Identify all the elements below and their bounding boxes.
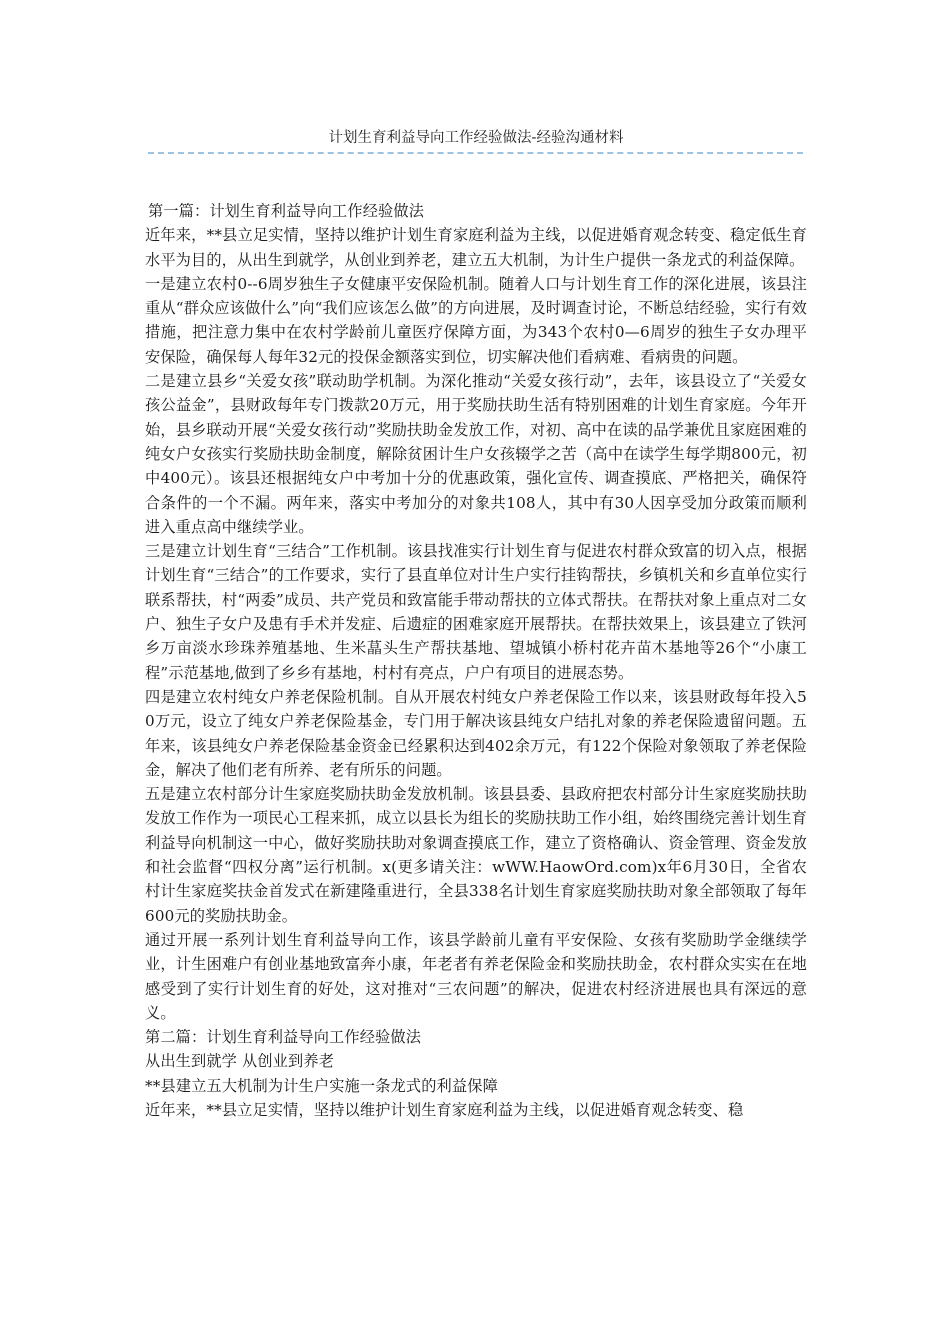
body-paragraph: 三是建立计划生育“三结合”工作机制。该县找准实行计划生育与促进农村群众致富的切入点，根据计划生育“三结合”的工作要求，实行了县直单位对计生户实行挂钩帮扶，乡镇机关和乡直单位实行联系帮扶，村“两委”成员、共产党员和致富能手带动帮扶的立体式帮扶。在帮扶对象上重点对二女户、独生子女户及患有手术并发症、后遗症的困难家庭开展帮扶。在帮扶效果上，该县建立了铁河乡万亩淡水珍珠养殖基地、生米蕌头生产帮扶基地、望城镇小桥村花卉苗木基地等26个“小康工程”示范基地,做到了乡乡有基地，村村有亮点，户户有项目的进展态势。 [145, 542, 807, 682]
section-heading-part-two: 第二篇：计划生育利益导向工作经验做法 [145, 1028, 422, 1047]
subheading: **县建立五大机制为计生户实施一条龙式的利益保障 [145, 1076, 498, 1095]
subheading: 从出生到就学 从创业到养老 [145, 1052, 335, 1071]
section-heading-part-one: 第一篇：计划生育利益导向工作经验做法 [148, 202, 425, 220]
body-paragraph: 通过开展一系列计划生育利益导向工作，该县学龄前儿童有平安保险、女孩有奖励助学金继续学业，计生困难户有创业基地致富奔小康，年老者有养老保险金和奖励扶助金，农村群众实实在在地感受到了实行计划生育的好处，这对推对“三农问题”的解决，促进农村经济进展也具有深远的意义。 [145, 930, 807, 1022]
document-body [145, 199, 807, 1122]
body-paragraph: 五是建立农村部分计生家庭奖励扶助金发放机制。该县县委、县政府把农村部分计生家庭奖励扶助发放工作作为一项民心工程来抓，成立以县长为组长的奖励扶助工作小组，始终围绕完善计划生育利益导向机制这一中心，做好奖励扶助对象调查摸底工作，建立了资格确认、资金管理、资金发放和社会监督“四权分离”运行机制。x(更多请关注：wWW.HaowOrd.com)x年6月30日，全省农村计生家庭奖扶金首发式在新建隆重进行，全县338名计划生育家庭奖励扶助对象全部领取了每年600元的奖励扶助金。 [145, 785, 807, 925]
title-divider [148, 152, 803, 154]
body-paragraph: 四是建立农村纯女户养老保险机制。自从开展农村纯女户养老保险工作以来，该县财政每年投入50万元，设立了纯女户养老保险基金，专门用于解决该县纯女户结扎对象的养老保险遗留问题。五年来，该县纯女户养老保险基金资金已经累积达到402余万元，有122个保险对象领取了养老保险金，解决了他们老有所养、老有所乐的问题。 [145, 687, 807, 779]
body-paragraph: 近年来，**县立足实情，坚持以维护计划生育家庭利益为主线，以促进婚育观念转变、稳定低生育水平为目的，从出生到就学，从创业到养老，建立五大机制，为计生户提供一条龙式的利益保障。 [145, 226, 807, 269]
body-paragraph: 二是建立县乡“关爱女孩”联动助学机制。为深化推动“关爱女孩行动”，去年，该县设立了“关爱女孩公益金”，县财政每年专门拨款20万元，用于奖励扶助生活有特别困难的计划生育家庭。今年开始，县乡联动开展“关爱女孩行动”奖励扶助金发放工作，对初、高中在读的品学兼优且家庭困难的纯女户女孩实行奖励扶助金制度，解除贫困计生户女孩辍学之苦（高中在读学生每学期800元，初中400元）。该县还根据纯女户中考加十分的优惠政策，强化宣传、调查摸底、严格把关，确保符合条件的一个不漏。两年来，落实中考加分的对象共108人，其中有30人因享受加分政策而顺利进入重点高中继续学业。 [145, 372, 807, 536]
document-title: 计划生育利益导向工作经验做法-经验沟通材料 [328, 130, 624, 146]
body-paragraph: 近年来，**县立足实情，坚持以维护计划生育家庭利益为主线，以促进婚育观念转变、稳 [145, 1100, 744, 1119]
body-paragraph: 一是建立农村0--6周岁独生子女健康平安保险机制。随着人口与计划生育工作的深化进展，该县注重从“群众应该做什么”向“我们应该怎么做”的方向进展，及时调查讨论，不断总结经验，实行有效措施，把注意力集中在农村学龄前儿童医疗保障方面，为343个农村0—6周岁的独生子女办理平安保险，确保每人每年32元的投保金额落实到位，切实解决他们看病难、看病贵的问题。 [145, 274, 807, 366]
